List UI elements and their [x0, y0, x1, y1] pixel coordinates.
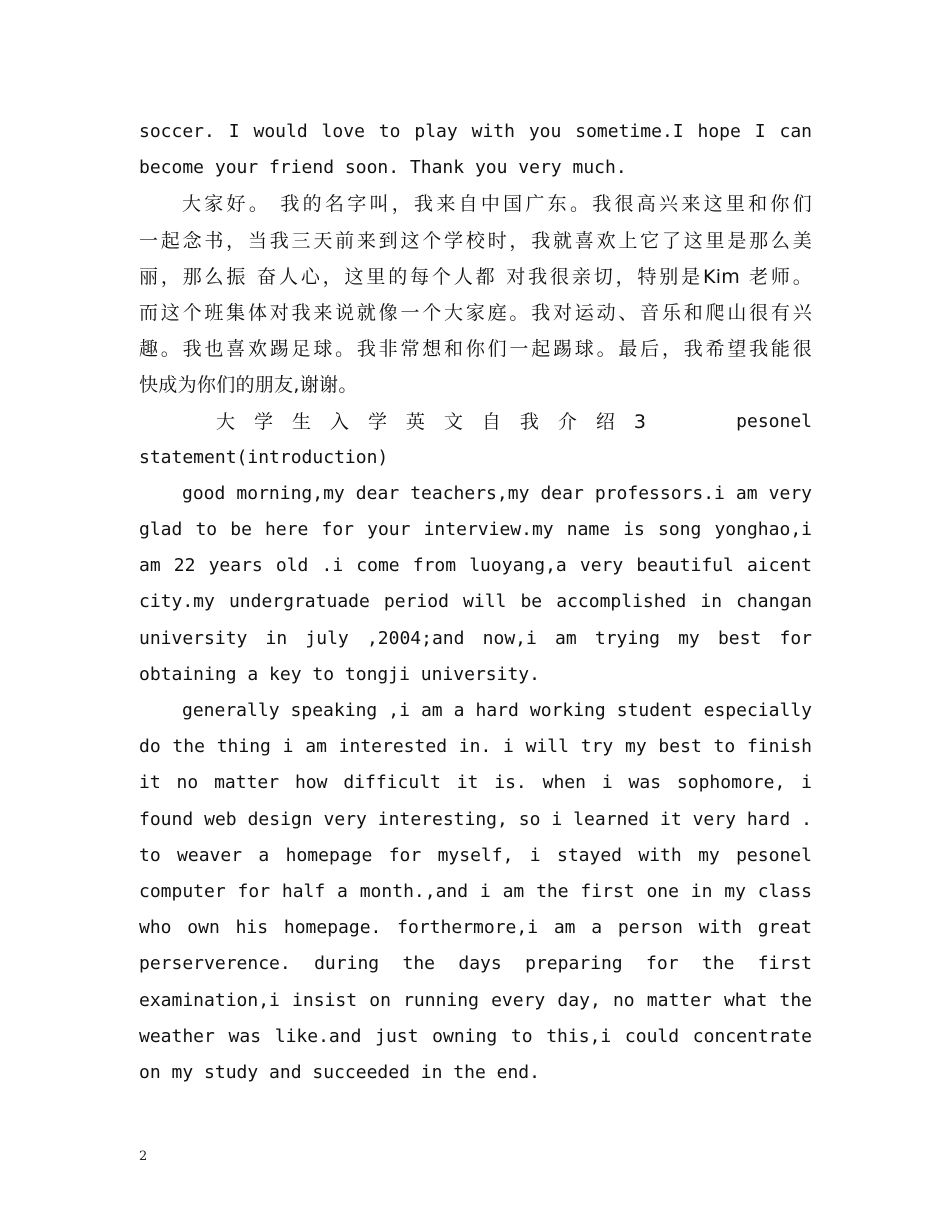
chinese-paragraph-line-1: 大家好。 我的名字叫，我来自中国广东。我很高兴来这里和你们 [182, 193, 812, 216]
title-char: 英 [405, 410, 425, 433]
title-char: 自 [481, 410, 501, 433]
english-paragraph-2-line-7: who own his homepage. forthermore,i am a person with great [139, 917, 812, 939]
title-char: 介 [557, 410, 577, 433]
english-paragraph-2-line-8: perserverence. during the days preparing for the first [139, 953, 812, 975]
text-line-1: soccer. I would love to play with you sometime.I hope I can [139, 121, 812, 142]
title-char: 文 [443, 410, 463, 433]
english-paragraph-2-line-11: on my study and succeeded in the end. [139, 1061, 540, 1083]
title-char: 我 [519, 410, 539, 433]
title-char: 入 [329, 410, 349, 433]
text-line-2: become your friend soon. Thank you very much. [139, 157, 627, 179]
chinese-paragraph-line-3: 丽，那么振 奋人心，这里的每个人都 对我很亲切，特别是Kim 老师。 [139, 265, 812, 288]
english-paragraph-2-line-4: found web design very interesting, so i learned it very hard . [139, 808, 812, 830]
document-body [139, 114, 812, 1091]
english-paragraph-1-line-4: city.my undergratuade period will be accomplished in changan [139, 591, 812, 613]
english-paragraph-2-line-6: computer for half a month.,and i am the first one in my class [139, 880, 812, 902]
title-char: 3 [633, 410, 646, 433]
chinese-paragraph-line-2: 一起念书，当我三天前来到这个学校时，我就喜欢上它了这里是那么美 [139, 229, 812, 252]
english-paragraph-1-line-3: am 22 years old .i come from luoyang,a very beautiful aicent [139, 555, 812, 577]
english-paragraph-1-line-1: good morning,my dear teachers,my dear professors.i am very [182, 482, 812, 504]
chinese-paragraph-line-6: 快成为你们的朋友,谢谢。 [139, 374, 358, 397]
title-char: 绍 [595, 410, 615, 433]
english-paragraph-2-line-2: do the thing i am interested in. i will try my best to finish [139, 736, 812, 758]
chinese-paragraph-line-5: 趣。我也喜欢踢足球。我非常想和你们一起踢球。最后，我希望我能很 [139, 338, 812, 361]
page-number: 2 [139, 1149, 148, 1164]
english-paragraph-1-line-5: university in july ,2004;and now,i am trying my best for [139, 627, 812, 649]
title-char: 大 [216, 410, 236, 433]
english-paragraph-2-line-10: weather was like.and just owning to this,i could concentrate [139, 1025, 812, 1047]
section-title-english: pesonel [736, 410, 812, 432]
chinese-paragraph-line-4: 而这个班集体对我来说就像一个大家庭。我对运动、音乐和爬山很有兴 [139, 301, 812, 324]
english-paragraph-2-line-9: examination,i insist on running every day, no matter what the [139, 989, 812, 1011]
section-title-chinese [216, 404, 646, 440]
english-paragraph-2-line-3: it no matter how difficult it is. when i was sophomore, i [139, 772, 812, 794]
section-title [139, 404, 812, 440]
title-char: 生 [291, 410, 311, 433]
subtitle-line: statement(introduction) [139, 446, 389, 468]
english-paragraph-2-line-1: generally speaking ,i am a hard working student especially [182, 700, 812, 721]
title-char: 学 [367, 410, 387, 433]
english-paragraph-1-line-2: glad to be here for your interview.my name is song yonghao,i [139, 519, 812, 541]
english-paragraph-1-line-6: obtaining a key to tongji university. [139, 663, 540, 685]
title-char: 学 [253, 410, 273, 433]
english-paragraph-2-line-5: to weaver a homepage for myself, i stayed with my pesonel [139, 844, 812, 866]
